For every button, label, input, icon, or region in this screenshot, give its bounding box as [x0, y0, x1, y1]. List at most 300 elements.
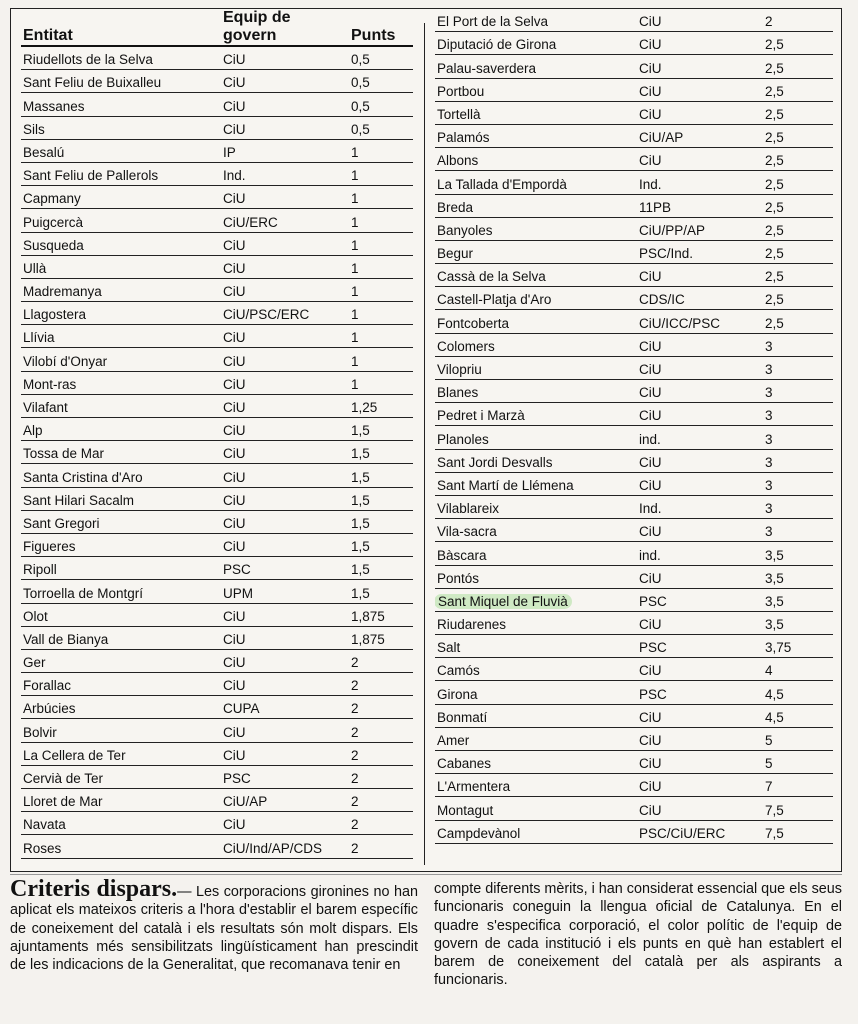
entity-cell: [21, 742, 221, 765]
party-cell: [637, 333, 763, 356]
entity-cell: [21, 418, 221, 441]
table-row: [435, 426, 833, 449]
entity-cell-text: Camós: [437, 663, 480, 679]
points-cell-text: 2: [351, 771, 359, 786]
points-cell-text: 3: [765, 338, 773, 354]
points-cell-text: 2,5: [765, 60, 784, 76]
entity-cell: [21, 162, 221, 185]
party-cell-text: CiU: [223, 678, 246, 694]
points-cell-text: 2: [351, 724, 359, 740]
entity-cell-text: Mont-ras: [23, 376, 77, 392]
entity-cell: [21, 557, 221, 580]
points-cell: [763, 797, 833, 820]
points-cell: [763, 9, 833, 32]
table-row: [435, 751, 833, 774]
table-row: [21, 557, 413, 580]
party-cell-text: CiU: [639, 83, 662, 99]
party-cell: [221, 812, 349, 835]
party-cell: [637, 727, 763, 750]
points-cell-text: 2,5: [765, 222, 784, 238]
party-cell: [221, 441, 349, 464]
entity-cell-text: Bolvir: [23, 724, 57, 740]
table-row: [435, 333, 833, 356]
party-cell: [637, 519, 763, 542]
points-cell-text: 1,5: [351, 585, 370, 601]
entity-cell: [21, 441, 221, 464]
table-row: [435, 356, 833, 379]
points-cell-text: 2,5: [765, 83, 784, 99]
party-cell: [221, 371, 349, 394]
party-cell: [221, 46, 349, 70]
party-cell: [637, 264, 763, 287]
points-cell-text: 1: [351, 284, 359, 300]
entity-cell-text: Amer: [437, 733, 470, 748]
party-cell: [221, 232, 349, 255]
points-cell: [349, 394, 413, 417]
party-cell-text: CiU: [639, 385, 662, 401]
party-cell: [637, 356, 763, 379]
party-cell: [637, 403, 763, 426]
points-cell: [349, 418, 413, 441]
party-cell: [221, 255, 349, 278]
points-cell: [349, 348, 413, 371]
entity-cell-text: Pedret i Marzà: [437, 408, 525, 424]
party-cell-text: CiU: [223, 631, 246, 647]
points-cell-text: 7,5: [765, 802, 784, 818]
entity-cell-text: Riudarenes: [437, 617, 507, 633]
entity-cell: [21, 580, 221, 603]
table-row: [435, 148, 833, 171]
party-cell-text: CiU: [223, 469, 246, 485]
points-cell: [349, 510, 413, 533]
party-cell-text: CiU: [223, 423, 246, 439]
points-cell-text: 7: [765, 779, 773, 795]
points-cell: [763, 658, 833, 681]
entity-cell-text: Girona: [437, 686, 478, 702]
entity-cell: [435, 171, 637, 194]
entity-cell: [21, 533, 221, 556]
points-cell-text: 1,5: [351, 562, 370, 578]
points-cell-text: 1: [351, 353, 359, 369]
left-table-header: [21, 9, 413, 46]
table-row: [435, 124, 833, 147]
points-cell-text: 3: [765, 524, 773, 540]
points-cell-text: 2: [351, 701, 359, 717]
entity-cell-text: Torroella de Montgrí: [23, 585, 144, 601]
table-row: [435, 380, 833, 403]
entity-cell-text: Sant Martí de Llémena: [437, 477, 574, 493]
party-cell: [221, 162, 349, 185]
points-cell-text: 1,25: [351, 400, 378, 415]
points-cell-text: 1,5: [351, 515, 370, 531]
party-cell: [637, 472, 763, 495]
points-cell-text: 2,5: [765, 315, 784, 331]
party-cell-text: CiU: [639, 709, 662, 725]
party-cell: [221, 487, 349, 510]
entity-cell: [21, 46, 221, 70]
entity-cell-text: Llívia: [23, 330, 55, 346]
entity-cell-text: Palau-saverdera: [437, 60, 537, 76]
entity-cell: [435, 820, 637, 843]
party-cell-text: PSC: [223, 771, 251, 786]
entity-cell-text: Besalú: [23, 144, 65, 160]
points-cell-text: 4,5: [765, 709, 784, 725]
points-cell-text: 3: [765, 385, 773, 401]
entity-cell: [435, 194, 637, 217]
table-row: [435, 32, 833, 55]
points-cell: [763, 751, 833, 774]
entity-cell-text: Susqueda: [23, 237, 84, 253]
table-row: [21, 812, 413, 835]
entity-cell: [435, 472, 637, 495]
table-row: [435, 704, 833, 727]
points-cell-text: 3: [765, 501, 773, 517]
entity-cell: [435, 727, 637, 750]
points-cell-text: 1: [351, 191, 359, 207]
party-cell-text: CiU: [223, 747, 246, 763]
caption-left: [10, 876, 419, 974]
entity-cell: [435, 101, 637, 124]
entity-cell-text: Sant Feliu de Buixalleu: [23, 75, 162, 91]
points-cell: [763, 78, 833, 101]
entity-cell-text: Planoles: [437, 431, 489, 447]
party-cell-text: CiU: [223, 608, 246, 624]
entity-cell: [435, 240, 637, 263]
table-row: [21, 719, 413, 742]
party-cell-text: CiU: [639, 153, 662, 169]
entity-cell-text: Begur: [437, 246, 474, 262]
table-row: [435, 588, 833, 611]
table-row: [435, 797, 833, 820]
points-cell: [349, 325, 413, 348]
table-row: [21, 93, 413, 116]
header-equip-de-govern: Equip de govern: [221, 9, 349, 46]
points-cell: [349, 162, 413, 185]
table-row: [21, 302, 413, 325]
party-cell: [637, 635, 763, 658]
party-cell-text: CiU: [639, 60, 662, 76]
caption: [10, 876, 842, 1020]
entity-cell-text: Olot: [23, 608, 48, 624]
table-row: [435, 449, 833, 472]
table-row: [21, 70, 413, 93]
points-cell: [763, 101, 833, 124]
table-row: [21, 464, 413, 487]
party-cell-text: CiU: [639, 362, 662, 377]
party-cell: [221, 93, 349, 116]
party-cell: [637, 171, 763, 194]
entity-cell-text: Bàscara: [437, 547, 487, 563]
entity-cell: [435, 78, 637, 101]
party-cell: [221, 278, 349, 301]
points-cell: [349, 789, 413, 812]
entity-cell: [21, 673, 221, 696]
entity-cell: [21, 371, 221, 394]
entity-cell-text: Vilafant: [23, 400, 68, 415]
party-cell: [221, 835, 349, 858]
party-cell-text: CiU/AP: [223, 794, 268, 810]
entity-cell-text: Forallac: [23, 678, 72, 694]
entity-cell: [435, 380, 637, 403]
table-row: [21, 441, 413, 464]
points-cell-text: 2,5: [765, 246, 784, 262]
entity-cell: [21, 209, 221, 232]
table-row: [21, 673, 413, 696]
points-cell: [349, 812, 413, 835]
points-cell: [763, 426, 833, 449]
entity-cell-text: El Port de la Selva: [437, 14, 549, 30]
table-row: [21, 789, 413, 812]
entity-cell: [435, 217, 637, 240]
points-cell: [349, 464, 413, 487]
points-cell-text: 3: [765, 477, 773, 493]
party-cell: [637, 240, 763, 263]
points-cell: [763, 55, 833, 78]
entity-cell-text: Massanes: [23, 98, 85, 114]
party-cell: [221, 139, 349, 162]
party-cell: [637, 542, 763, 565]
entity-cell: [21, 348, 221, 371]
table-row: [435, 78, 833, 101]
points-cell: [349, 186, 413, 209]
entity-cell: [21, 186, 221, 209]
points-cell: [763, 635, 833, 658]
entity-cell-text: Vilopriu: [437, 362, 482, 377]
caption-divider: [10, 874, 842, 875]
table-row: [21, 835, 413, 858]
party-cell: [221, 603, 349, 626]
points-cell: [349, 302, 413, 325]
entity-cell-text: Colomers: [437, 338, 495, 354]
table-row: [21, 371, 413, 394]
party-cell-text: CiU/PSC/ERC: [223, 307, 310, 323]
entity-cell: [21, 232, 221, 255]
party-cell-text: CiU: [639, 408, 662, 424]
entity-cell-text: Sant Gregori: [23, 515, 100, 531]
entity-cell: [21, 649, 221, 672]
table-row: [435, 287, 833, 310]
party-cell: [637, 78, 763, 101]
party-cell-text: CiU/AP: [639, 130, 684, 146]
points-cell-text: 2: [351, 794, 359, 810]
points-cell: [349, 557, 413, 580]
party-cell: [221, 673, 349, 696]
party-cell-text: CiU: [223, 724, 246, 740]
table-row: [435, 101, 833, 124]
entity-cell-text: Breda: [437, 199, 474, 215]
entity-cell: [435, 32, 637, 55]
table-row: [21, 487, 413, 510]
right-table: [435, 9, 833, 844]
points-cell-text: 1: [351, 260, 359, 276]
points-cell-text: 5: [765, 756, 773, 772]
party-cell-text: CiU: [639, 733, 662, 748]
points-cell-text: 2,5: [765, 176, 784, 192]
party-cell-text: PSC: [223, 562, 251, 578]
table-row: [21, 696, 413, 719]
right-column: [435, 9, 833, 844]
points-cell: [349, 765, 413, 788]
points-cell: [763, 565, 833, 588]
party-cell-text: CiU: [223, 98, 246, 114]
points-cell-text: 1,5: [351, 423, 370, 439]
entity-cell-text: Sils: [23, 121, 45, 137]
table-row: [435, 774, 833, 797]
entity-cell: [435, 148, 637, 171]
points-cell: [763, 774, 833, 797]
entity-cell: [21, 139, 221, 162]
party-cell-text: CiU: [639, 756, 662, 772]
points-cell: [349, 649, 413, 672]
points-cell-text: 3: [765, 431, 773, 447]
points-cell: [763, 472, 833, 495]
points-cell: [763, 148, 833, 171]
party-cell: [221, 765, 349, 788]
highlighted-entity: Sant Miquel de Fluvià: [435, 594, 572, 609]
table-row: [435, 194, 833, 217]
entity-cell: [435, 611, 637, 634]
entity-cell-text: Madremanya: [23, 284, 102, 300]
points-cell: [763, 495, 833, 518]
table-row: [21, 186, 413, 209]
header-punts: Punts: [349, 9, 413, 46]
table-row: [21, 348, 413, 371]
entity-cell-text: Fontcoberta: [437, 315, 510, 331]
entity-cell: [21, 394, 221, 417]
points-cell-text: 1,875: [351, 608, 385, 624]
entity-cell: [435, 403, 637, 426]
points-cell-text: 2: [351, 747, 359, 763]
left-column: [21, 9, 413, 859]
party-cell: [637, 588, 763, 611]
party-cell-text: CiU: [639, 663, 662, 679]
points-cell: [763, 681, 833, 704]
points-cell: [349, 371, 413, 394]
table-row: [21, 626, 413, 649]
entity-cell: [21, 93, 221, 116]
table-row: [435, 611, 833, 634]
party-cell-text: CiU: [223, 400, 246, 415]
points-cell: [763, 380, 833, 403]
entity-cell: [435, 542, 637, 565]
party-cell: [637, 658, 763, 681]
entity-cell-text: Sant Jordi Desvalls: [437, 454, 553, 470]
party-cell: [637, 217, 763, 240]
right-table-body: [435, 9, 833, 843]
party-cell: [637, 751, 763, 774]
points-cell-text: 2,5: [765, 130, 784, 146]
party-cell: [637, 565, 763, 588]
points-cell: [763, 820, 833, 843]
points-cell: [763, 727, 833, 750]
entity-cell-text: Sant Feliu de Pallerols: [23, 168, 159, 184]
party-cell-text: Ind.: [223, 168, 246, 184]
points-cell: [763, 194, 833, 217]
table-row: [21, 139, 413, 162]
table-row: [21, 255, 413, 278]
entity-cell: [435, 658, 637, 681]
points-cell-text: 3,5: [765, 593, 784, 609]
entity-cell: [21, 719, 221, 742]
entity-cell-text: Vall de Bianya: [23, 631, 109, 647]
party-cell: [221, 348, 349, 371]
points-cell-text: 2: [351, 655, 359, 671]
entity-cell-text: Puigcercà: [23, 214, 84, 230]
points-cell-text: 3,5: [765, 617, 784, 633]
points-cell-text: 2,5: [765, 153, 784, 169]
entity-cell: [435, 495, 637, 518]
points-cell: [763, 171, 833, 194]
points-cell-text: 2: [351, 817, 359, 833]
table-row: [435, 9, 833, 32]
points-cell: [349, 696, 413, 719]
party-cell-text: CiU/PP/AP: [639, 222, 706, 238]
entity-cell: [435, 426, 637, 449]
table-row: [21, 232, 413, 255]
party-cell-text: CiU: [223, 817, 246, 833]
party-cell: [221, 302, 349, 325]
entity-cell-text: Roses: [23, 840, 62, 856]
party-cell: [637, 310, 763, 333]
points-cell: [763, 356, 833, 379]
table-row: [435, 820, 833, 843]
table-row: [21, 394, 413, 417]
entity-cell: [435, 356, 637, 379]
entity-cell-text: Cervià de Ter: [23, 771, 104, 786]
points-cell-text: 0,5: [351, 98, 370, 114]
points-cell: [763, 611, 833, 634]
points-cell: [349, 116, 413, 139]
entity-cell-text: Riudellots de la Selva: [23, 52, 153, 68]
party-cell: [221, 557, 349, 580]
entity-cell-text: Ger: [23, 655, 46, 671]
points-cell-text: 3,75: [765, 640, 792, 656]
table-row: [21, 742, 413, 765]
points-cell-text: 2,5: [765, 269, 784, 285]
entity-cell: [435, 565, 637, 588]
party-cell-text: CiU/ICC/PSC: [639, 315, 721, 331]
points-cell: [349, 719, 413, 742]
entity-cell: [21, 255, 221, 278]
entity-cell-text: Llagostera: [23, 307, 87, 323]
points-cell-text: 2,5: [765, 199, 784, 215]
points-cell-text: 4,5: [765, 686, 784, 702]
entity-cell: [21, 70, 221, 93]
entity-cell: [21, 278, 221, 301]
party-cell-text: CiU: [223, 237, 246, 253]
points-cell: [763, 588, 833, 611]
party-cell-text: ind.: [639, 431, 661, 447]
points-cell-text: 3: [765, 362, 773, 377]
entity-cell-text: Cabanes: [437, 756, 492, 772]
party-cell: [637, 704, 763, 727]
table-row: [21, 603, 413, 626]
entity-cell-text: Tortellà: [437, 106, 481, 122]
entity-cell-text: L'Armentera: [437, 779, 511, 795]
entity-cell-text: La Cellera de Ter: [23, 747, 126, 763]
entity-cell: [435, 681, 637, 704]
party-cell: [221, 70, 349, 93]
party-cell: [221, 649, 349, 672]
table-row: [435, 727, 833, 750]
points-cell: [349, 278, 413, 301]
entity-cell-text: Campdevànol: [437, 825, 521, 841]
entity-cell: [435, 333, 637, 356]
points-cell: [763, 124, 833, 147]
entity-cell-text: Albons: [437, 153, 479, 169]
points-cell: [349, 835, 413, 858]
points-cell-text: 2,5: [765, 37, 784, 53]
